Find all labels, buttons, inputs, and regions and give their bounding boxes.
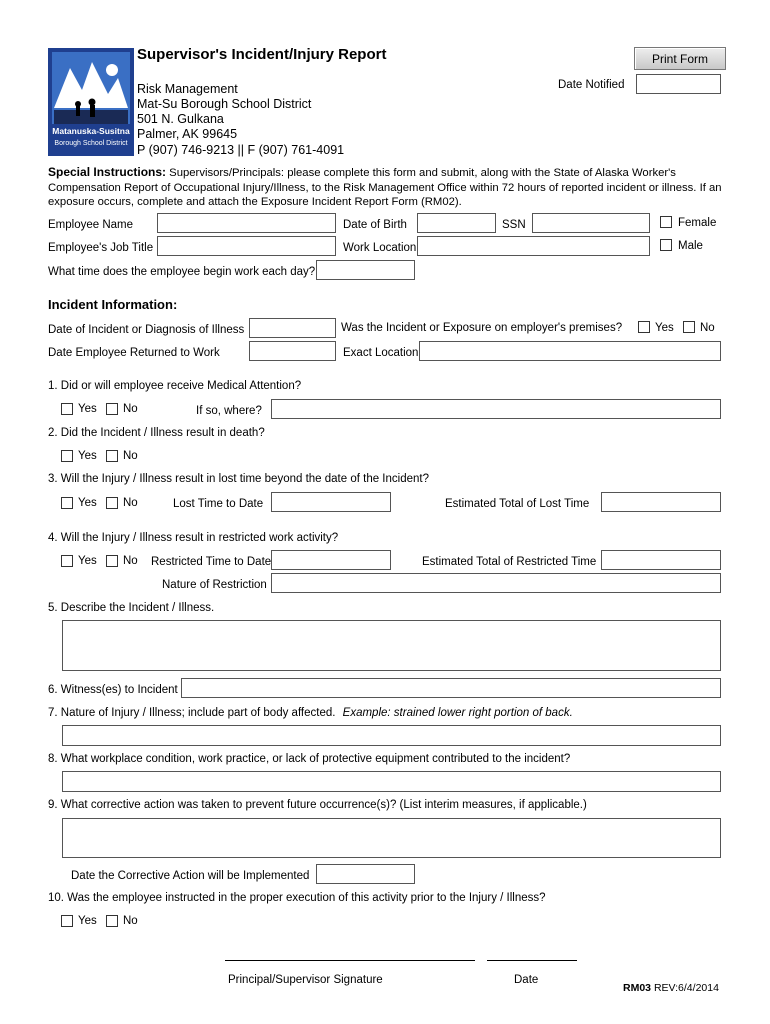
q4-nature-label: Nature of Restriction [162,579,267,591]
q4-no-checkbox[interactable] [106,555,118,567]
q5-label: 5. Describe the Incident / Illness. [48,602,215,614]
job-title-label: Employee's Job Title [48,242,154,254]
q10-label: 10. Was the employee instructed in the proper execution of this activity prior to the Injury / Illness? [48,892,546,904]
male-label: Male [678,240,703,252]
signature-date-label: Date [514,974,539,986]
ssn-label: SSN [502,219,526,231]
ssn-field[interactable] [532,213,650,233]
q1-yes-label: Yes [78,403,97,415]
female-label: Female [678,217,717,229]
q9-label: 9. What corrective action was taken to prevent future occurrence(s)? (List interim measures, if applicable.) [48,799,587,811]
q2-no-checkbox[interactable] [106,450,118,462]
incident-heading: Incident Information: [48,297,178,312]
premises-no-label: No [700,322,715,334]
incident-date-field[interactable] [249,318,336,338]
date-notified-field[interactable] [636,74,721,94]
q4-no-label: No [123,555,138,567]
q10-no-label: No [123,915,138,927]
q1-no-checkbox[interactable] [106,403,118,415]
q3-no-checkbox[interactable] [106,497,118,509]
work-location-field[interactable] [417,236,650,256]
begin-time-label: What time does the employee begin work each day? [48,266,316,278]
q4-yes-checkbox[interactable] [61,555,73,567]
q5-description-field[interactable] [62,620,721,671]
q8-label: 8. What workplace condition, work practice, or lack of protective equipment contributed to the incident? [48,753,571,765]
employee-name-field[interactable] [157,213,336,233]
signature-line[interactable] [225,960,475,961]
q10-no-checkbox[interactable] [106,915,118,927]
work-location-label: Work Location [343,242,417,254]
q3-yes-checkbox[interactable] [61,497,73,509]
begin-time-field[interactable] [316,260,415,280]
q4-est-restricted-label: Estimated Total of Restricted Time [422,556,597,568]
q3-lost-time-field[interactable] [271,492,391,512]
q7-text: 7. Nature of Injury / Illness; include part of body affected. [48,707,336,719]
q4-nature-field[interactable] [271,573,721,593]
premises-no-checkbox[interactable] [683,321,695,333]
q1-no-label: No [123,403,138,415]
address-line: Risk Management [137,82,238,96]
exact-location-field[interactable] [419,341,721,361]
q7-label [48,706,573,720]
q1-yes-checkbox[interactable] [61,403,73,415]
premises-yes-checkbox[interactable] [638,321,650,333]
form-code: RM03 [623,982,652,994]
exact-location-label: Exact Location [343,347,419,359]
returned-label: Date Employee Returned to Work [48,347,220,359]
instructions-text: Supervisors/Principals: please complete this form and submit, along with the State of Alaska Worker's Compensation Report of Occupational Injury/Illness, to the Risk Management Office within 72 hours of reported incident or illness. If an exposure occurs, complete and attach the Exposure Incident Report Form (RM02). [48,167,722,208]
q9-corrective-field[interactable] [62,818,721,858]
special-instructions [48,165,724,210]
instructions-heading: Special Instructions: [48,165,167,179]
q4-label: 4. Will the Injury / Illness result in restricted work activity? [48,532,339,544]
q2-yes-checkbox[interactable] [61,450,73,462]
q9-date-label: Date the Corrective Action will be Implemented [71,870,310,882]
date-notified-label: Date Notified [558,79,625,91]
q10-yes-checkbox[interactable] [61,915,73,927]
logo-text-1: Matanuska-Susitna [52,126,130,136]
form-revision [623,981,719,995]
q4-yes-label: Yes [78,555,97,567]
job-title-field[interactable] [157,236,336,256]
print-form-button[interactable]: Print Form [634,47,726,70]
district-logo [48,48,134,156]
signature-date-line[interactable] [487,960,577,961]
q3-est-lost-label: Estimated Total of Lost Time [445,498,590,510]
q3-yes-label: Yes [78,497,97,509]
q7-example: Example: strained lower right portion of back. [342,707,573,719]
q3-no-label: No [123,497,138,509]
signature-label: Principal/Supervisor Signature [228,974,383,986]
q3-est-lost-field[interactable] [601,492,721,512]
address-line: Palmer, AK 99645 [137,127,238,141]
q7-nature-field[interactable] [62,725,721,746]
female-checkbox[interactable] [660,216,672,228]
q4-restricted-field[interactable] [271,550,391,570]
q2-no-label: No [123,450,138,462]
q10-yes-label: Yes [78,915,97,927]
q1-where-field[interactable] [271,399,721,419]
q1-label: 1. Did or will employee receive Medical Attention? [48,380,302,392]
q9-date-field[interactable] [316,864,415,884]
q2-yes-label: Yes [78,450,97,462]
q3-lost-time-label: Lost Time to Date [173,498,264,510]
q6-witness-field[interactable] [181,678,721,698]
q4-est-restricted-field[interactable] [601,550,721,570]
address-line: P (907) 746-9213 || F (907) 761-4091 [137,143,345,157]
premises-label: Was the Incident or Exposure on employer's premises? [341,322,623,334]
dob-label: Date of Birth [343,219,407,231]
logo-text-2: Borough School District [54,140,128,147]
form-revision-date: REV:6/4/2014 [653,982,719,994]
q6-label: 6. Witness(es) to Incident [48,684,178,696]
q8-condition-field[interactable] [62,771,721,792]
q1-where-label: If so, where? [196,405,262,417]
q3-label: 3. Will the Injury / Illness result in lost time beyond the date of the Incident? [48,473,429,485]
dob-field[interactable] [417,213,496,233]
premises-yes-label: Yes [655,322,674,334]
male-checkbox[interactable] [660,239,672,251]
address-line: 501 N. Gulkana [137,112,224,126]
page-title: Supervisor's Incident/Injury Report [137,46,387,63]
employee-name-label: Employee Name [48,219,134,231]
q2-label: 2. Did the Incident / Illness result in death? [48,427,265,439]
address-line: Mat-Su Borough School District [137,97,312,111]
q4-restricted-label: Restricted Time to Date [151,556,272,568]
incident-date-label: Date of Incident or Diagnosis of Illness [48,324,245,336]
returned-field[interactable] [249,341,336,361]
